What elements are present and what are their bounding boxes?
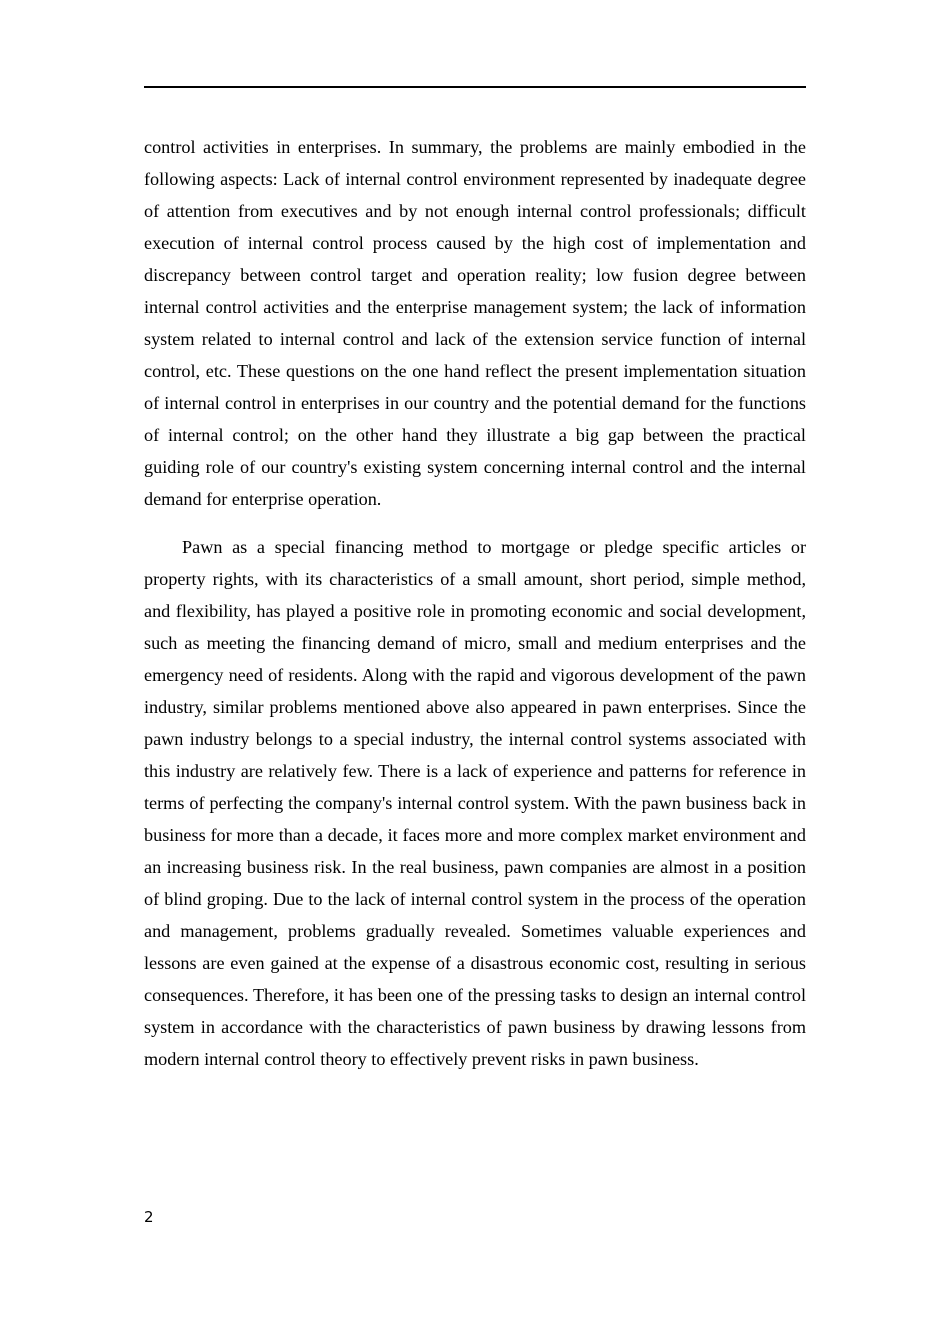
paragraph-2: Pawn as a special financing method to mortgage or pledge specific articles or property rights, with its characteristics of a small amount, short period, simple method, and flexibility, has played a positive role in promoting economic and social development, such as meeting the financing demand of micro, small and medium enterprises and the emergency need of residents. Along with the rapid and vigorous development of the pawn industry, similar problems mentioned above also appeared in pawn enterprises. Since the pawn industry belongs to a special industry, the internal control systems associated with this industry are relatively few. There is a lack of experience and patterns for reference in terms of perfecting the company's internal control system. With the pawn business back in business for more than a decade, it faces more and more complex market environment and an increasing business risk. In the real business, pawn companies are almost in a position of blind groping. Due to the lack of internal control system in the process of the operation and management, problems gradually revealed. Sometimes valuable experiences and lessons are even gained at the expense of a disastrous economic cost, resulting in serious consequences. Therefore, it has been one of the pressing tasks to design an internal control system in accordance with the characteristics of pawn business by drawing lessons from modern internal control theory to effectively prevent risks in pawn business. <box>144 537 806 1069</box>
document-body <box>144 131 806 1075</box>
page-number: 2 <box>144 1208 154 1226</box>
paragraph-1: control activities in enterprises. In summary, the problems are mainly embodied in the following aspects: Lack of internal control environment represented by inadequate degree of attention from executives and by not enough internal control professionals; difficult execution of internal control process caused by the high cost of implementation and discrepancy between control target and operation reality; low fusion degree between internal control activities and the enterprise management system; the lack of information system related to internal control and lack of the extension service function of internal control, etc. These questions on the one hand reflect the present implementation situation of internal control in enterprises in our country and the potential demand for the functions of internal control; on the other hand they illustrate a big gap between the practical guiding role of our country's existing system concerning internal control and the internal demand for enterprise operation. <box>144 137 806 509</box>
header-rule <box>144 86 806 88</box>
